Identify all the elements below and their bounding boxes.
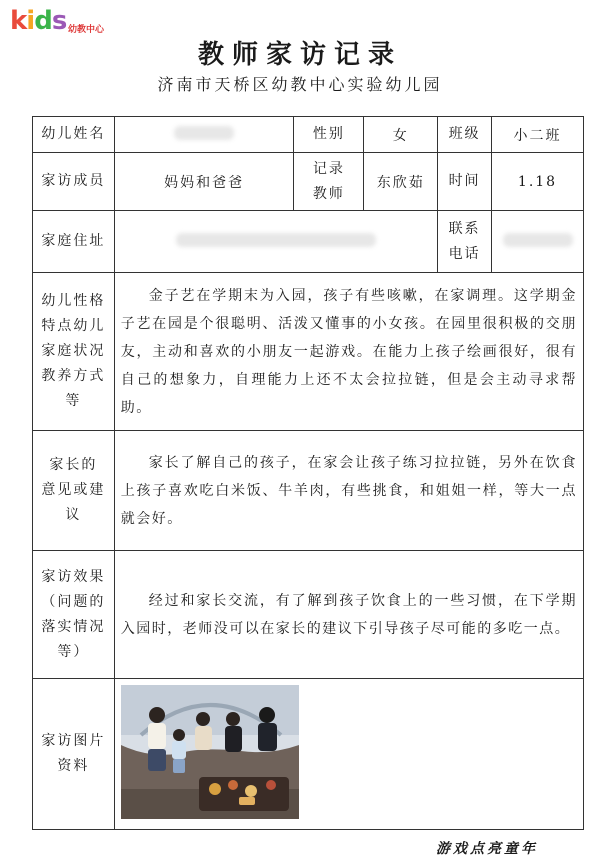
- address-value: [114, 211, 437, 273]
- phone-value: [492, 211, 584, 273]
- teacher-label-line2: 教师: [312, 185, 345, 202]
- class-label: 班级: [438, 117, 492, 153]
- row-child-info: [33, 117, 584, 153]
- logo-wordmark: kids: [10, 6, 67, 36]
- phone-label-line2: 电话: [448, 245, 481, 262]
- parent-opinion-text: 家长了解自己的孩子，在家会让孩子练习拉拉链，另外在饮食上孩子喜欢吃白米饭、牛羊肉，有些挑食，和姐姐一样，等大一点就会好。: [114, 431, 583, 551]
- teacher-label: [294, 153, 364, 211]
- photo-cell: [114, 679, 583, 830]
- members-value: 妈妈和爸爸: [114, 153, 294, 211]
- phone-label-line1: 联系: [448, 220, 481, 237]
- photo-label: 家访图片 资料: [33, 679, 115, 830]
- row-parent-opinion: [33, 431, 584, 551]
- time-value: 1.18: [492, 153, 584, 211]
- home-visit-photo: [121, 685, 299, 819]
- character-text: 金子艺在学期末为入园，孩子有些咳嗽，在家调理。这学期金子艺在园是个很聪明、活泼又懂事的小女孩。在园里很积极的交朋友，主动和喜欢的小朋友一起游戏。在能力上孩子绘画很好，很有自己的想象力，自理能力上还不太会拉拉链，但是会主动寻求帮助。: [114, 273, 583, 431]
- row-photo: [33, 679, 584, 830]
- row-visit-effect: [33, 551, 584, 679]
- child-name-value: [114, 117, 294, 153]
- row-contact-info: [33, 211, 584, 273]
- parent-opinion-label: 家长的 意见或建 议: [33, 431, 115, 551]
- logo-brand-text: 幼教中心: [68, 25, 105, 35]
- character-label: 幼儿性格 特点幼儿 家庭状况 教养方式 等: [33, 273, 115, 431]
- footer-slogan: 游戏点亮童年: [436, 841, 538, 857]
- child-name-label: 幼儿姓名: [33, 117, 115, 153]
- members-label: 家访成员: [33, 153, 115, 211]
- teacher-label-line1: 记录: [312, 160, 345, 177]
- phone-label: [438, 211, 492, 273]
- row-visit-info: [33, 153, 584, 211]
- time-label: 时间: [438, 153, 492, 211]
- page-title: 教师家访记录: [197, 40, 402, 70]
- row-character: [33, 273, 584, 431]
- class-value: 小二班: [492, 117, 584, 153]
- address-label: 家庭住址: [33, 211, 115, 273]
- visit-record-table: [32, 116, 584, 830]
- visit-effect-label: 家访效果 （问题的 落实情况 等）: [33, 551, 115, 679]
- gender-label: 性别: [294, 117, 364, 153]
- page-subtitle: 济南市天桥区幼教中心实验幼儿园: [157, 75, 443, 94]
- teacher-value: 东欣茹: [364, 153, 438, 211]
- gender-value: 女: [364, 117, 438, 153]
- visit-effect-text: 经过和家长交流，有了解到孩子饮食上的一些习惯，在下学期入园时，老师没可以在家长的建议下引导孩子尽可能的多吃一点。: [114, 551, 583, 679]
